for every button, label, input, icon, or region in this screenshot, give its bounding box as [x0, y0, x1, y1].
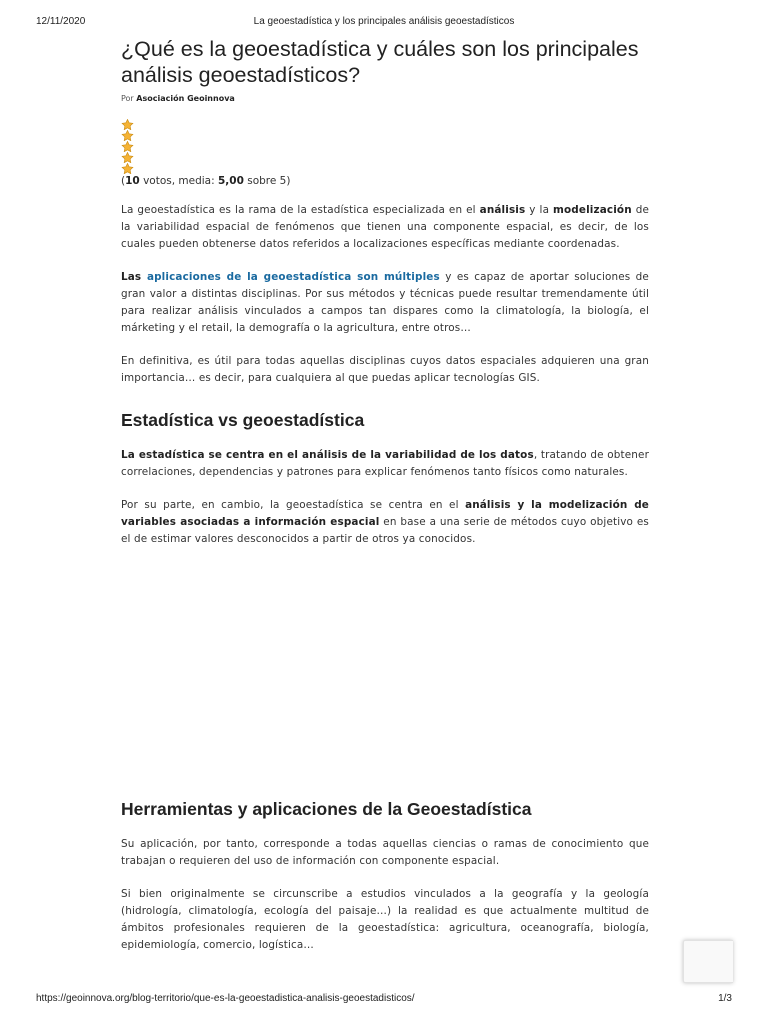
paragraph-statistics [121, 447, 649, 481]
text: en base a una serie de métodos cuyo objetivo es el de estimar valores desconocidos a partir de otros ya conocidos. [121, 516, 649, 545]
article [121, 36, 649, 954]
section-heading-tools: Herramientas y aplicaciones de la Geoestadística [121, 799, 532, 819]
star-icon[interactable] [121, 119, 134, 130]
text: y la [525, 204, 554, 216]
paragraph-intro [121, 202, 649, 253]
print-date: 12/11/2020 [36, 16, 86, 27]
bold-text: modelización [553, 204, 632, 216]
votes-close: sobre 5) [243, 175, 291, 187]
text: y es capaz de aportar soluciones de gran valor a distintas disciplinas. Por sus métodos y técnicas puede resultar tremendamente útil para realizar análisis vinculados a campos tan dispares como la climatología, la biología, el márketing y el retail, la demografía o la agricultura, entre otros… [121, 271, 649, 334]
print-footer [36, 993, 732, 1007]
bold-text: análisis y la modelización de variables asociadas a información espacial [121, 499, 649, 528]
byline [121, 94, 649, 103]
star-icon[interactable] [121, 141, 134, 152]
print-title: La geoestadística y los principales análisis geoestadísticos [253, 16, 515, 27]
paragraph-application: Su aplicación, por tanto, corresponde a todas aquellas ciencias o ramas de conocimiento que trabajan o requieren del uso de información con componente espacial. [121, 838, 649, 867]
author-name: Asociación Geoinnova [136, 94, 235, 103]
page-url: https://geoinnova.org/blog-territorio/que-es-la-geoestadistica-analisis-geoestadisticos/ [36, 993, 415, 1004]
text: Por su parte, en cambio, la geoestadística se centra en el [121, 499, 466, 511]
text: , tratando de obtener correlaciones, dependencias y patrones para explicar fenómenos tanto físicos como naturales. [121, 449, 649, 478]
rating-summary [121, 175, 649, 187]
rating-stars[interactable] [121, 119, 135, 174]
page-number: 1/3 [718, 993, 732, 1004]
byline-prefix: Por [121, 94, 134, 103]
paragraph-geostatistics [121, 497, 649, 548]
text: de la variabilidad espacial de fenómenos que tienen una componente espacial, es decir, de los cuales pueden obtenerse datos referidos a localizaciones específicas mediante coordenadas. [121, 204, 649, 250]
votes-mid: votos, media: [139, 175, 218, 187]
paragraph-applications [121, 269, 649, 337]
rating-average: 5,00 [217, 175, 244, 187]
bold-text: Las [121, 271, 147, 283]
star-icon[interactable] [121, 152, 134, 163]
paragraph-fields: Si bien originalmente se circunscribe a estudios vinculados a la geografía y la geología (hidrología, climatología, ecología del paisaje…) la realidad es que actualmente multitud de ámbitos profesionales requieren de la geoestadística: agricultura, oceanografía, biología, epidemiología, comercio, logística… [121, 888, 649, 951]
votes-open: ( [121, 175, 126, 187]
section-heading-statistics-vs: Estadística vs geoestadística [121, 410, 365, 430]
print-header [36, 16, 732, 30]
recaptcha-badge[interactable] [683, 940, 733, 983]
blank-area [121, 548, 649, 798]
article-title: ¿Qué es la geoestadística y cuáles son los principales análisis geoestadísticos? [121, 37, 639, 87]
votes-count: 10 [125, 175, 140, 187]
bold-text: análisis [479, 204, 526, 216]
star-icon[interactable] [121, 130, 134, 141]
paragraph-conclusion: En definitiva, es útil para todas aquellas disciplinas cuyos datos espaciales adquieren una gran importancia… es decir, para cualquiera al que puedas aplicar tecnologías GIS. [121, 355, 649, 384]
bold-text: La estadística se centra en el análisis de la variabilidad de los datos [121, 449, 534, 461]
applications-link[interactable]: aplicaciones de la geoestadística son múltiples [146, 271, 440, 283]
text: La geoestadística es la rama de la estadística especializada en el [121, 204, 480, 216]
star-icon[interactable] [121, 163, 134, 174]
